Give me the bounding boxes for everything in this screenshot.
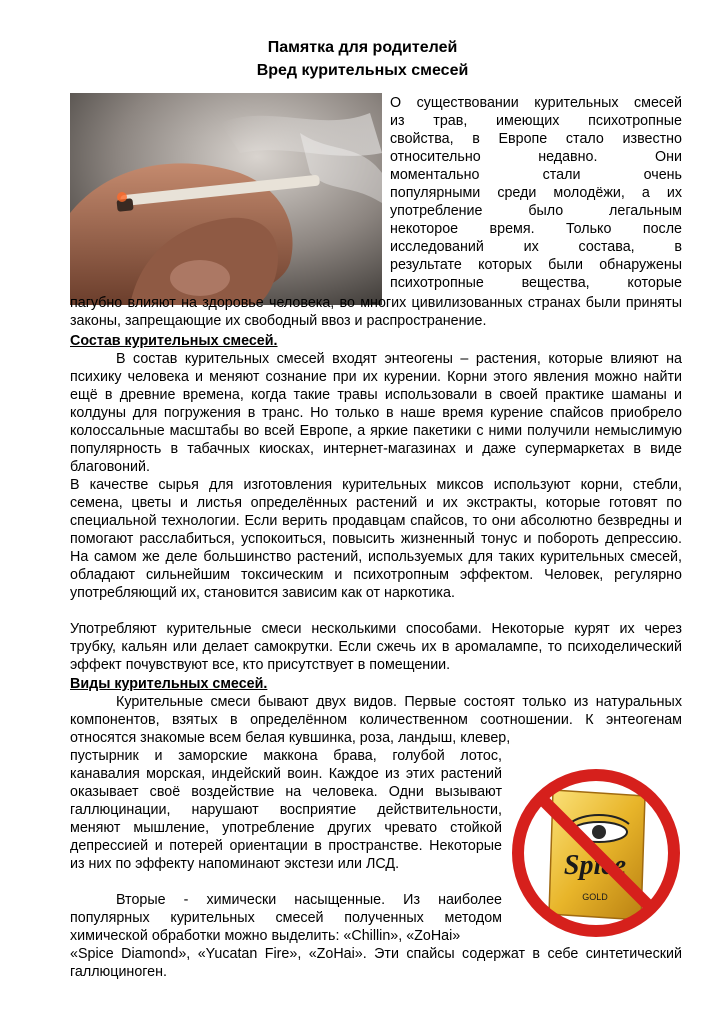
intro-line: результате которых были обнаружены (390, 257, 682, 273)
composition-paragraph-1: В состав курительных смесей входят энтеогены – растения, которые влияют на психику человека и меняют сознание при их курении. Корни этого явления можно найти ещё в древние времена, когда такие травы использовали в своей практике шаманы и колдуны для погружения в транс. Но только в наше время курение спайсов приобрело колоссальные масштабы во всей Европе, а яркие пакетики с ними получили немыслимую популярность в табачных киосках, интернет-магазинах и даже супермаркетах в виде благовоний. (70, 351, 682, 475)
section-heading-composition: Состав курительных смесей. (70, 333, 278, 349)
types-paragraph-1-beside-image: пустырник и заморские маккона брава, голубой лотос, канавалия морская, индейский воин. Каждое из этих растений оказывает своё воздействие на человека. Одни вызывают галлюцинации, нарушают восприятие действительности, меняют мышление, употребление других чревато стойкой депрессией и потерей ориентации в пространстве. Некоторые из них по эффекту напоминают экстези или ЛСД. (70, 748, 502, 872)
types-paragraph-1: Курительные смеси бывают двух видов. Первые состоят только из натуральных компонентов, взятых в определённом количественном соотношении. К энтеогенам относятся знакомые всем белая кувшинка, роза, ландыш, клевер, (70, 694, 682, 746)
intro-line: исследований их состава, в (390, 239, 682, 255)
intro-continuation: пагубно влияют на здоровье человека, во многих цивилизованных странах были приняты законы, запрещающие их свободный ввоз и распространение. (70, 295, 682, 329)
intro-line: свойства, в Европе стало известно (390, 131, 682, 147)
spice-sub-text: GOLD (582, 892, 608, 902)
intro-line: некоторое время. Только после (390, 221, 682, 237)
document-title: Памятка для родителей (267, 39, 458, 56)
types-paragraph-2-continuation: «Spice Diamond», «Yucatan Fire», «ZoHai». Эти спайсы содержат в себе синтетический галлюциноген. (70, 946, 682, 980)
intro-beside-photo (390, 94, 682, 292)
prohibited-spice-packet-icon (505, 762, 687, 944)
composition-paragraph-3: Употребляют курительные смеси несколькими способами. Некоторые курят их через трубку, кальян или делает самокрутки. Если сжечь их в аромалампе, то психоделический эффект почувствуют все, кто присутствует в помещении. (70, 621, 682, 673)
section-heading-types: Виды курительных смесей. (70, 676, 268, 692)
intro-line: моментально стали очень (390, 167, 682, 183)
intro-line: популярными среди молодёжи, а их (390, 185, 682, 201)
intro-line: употребление было легальным (390, 203, 682, 219)
intro-line: из трав, имеющих психотропные (390, 113, 682, 129)
document-subtitle: Вред курительных смесей (256, 62, 469, 79)
spice-brand-text: Spice (563, 850, 627, 881)
cigarette-in-fingers-photo (70, 93, 382, 305)
intro-line: психотропные вещества, которые (390, 275, 682, 291)
composition-paragraph-2: В качестве сырья для изготовления курительных миксов используют корни, стебли, семена, цветы и листья определённых растений и их экстракты, которые готовят по специальной технологии. Если верить продавцам спайсов, то они абсолютно безвредны и помогают расслабиться, успокоиться, повысить жизненный тонус и побороть депрессию. На самом же деле большинство растений, используемых для таких курительных смесей, обладают сильнейшим токсическим и психотропным эффектом. Человек, регулярно употребляющий их, становится зависим как от наркотика. (70, 477, 682, 601)
intro-line: относительно недавно. Они (390, 149, 682, 165)
intro-line: О существовании курительных смесей (390, 95, 682, 111)
types-paragraph-2: Вторые - химически насыщенные. Из наиболее популярных курительных смесей полученных методом химической обработки можно выделить: «Chillin», «ZoHai» (70, 892, 502, 944)
